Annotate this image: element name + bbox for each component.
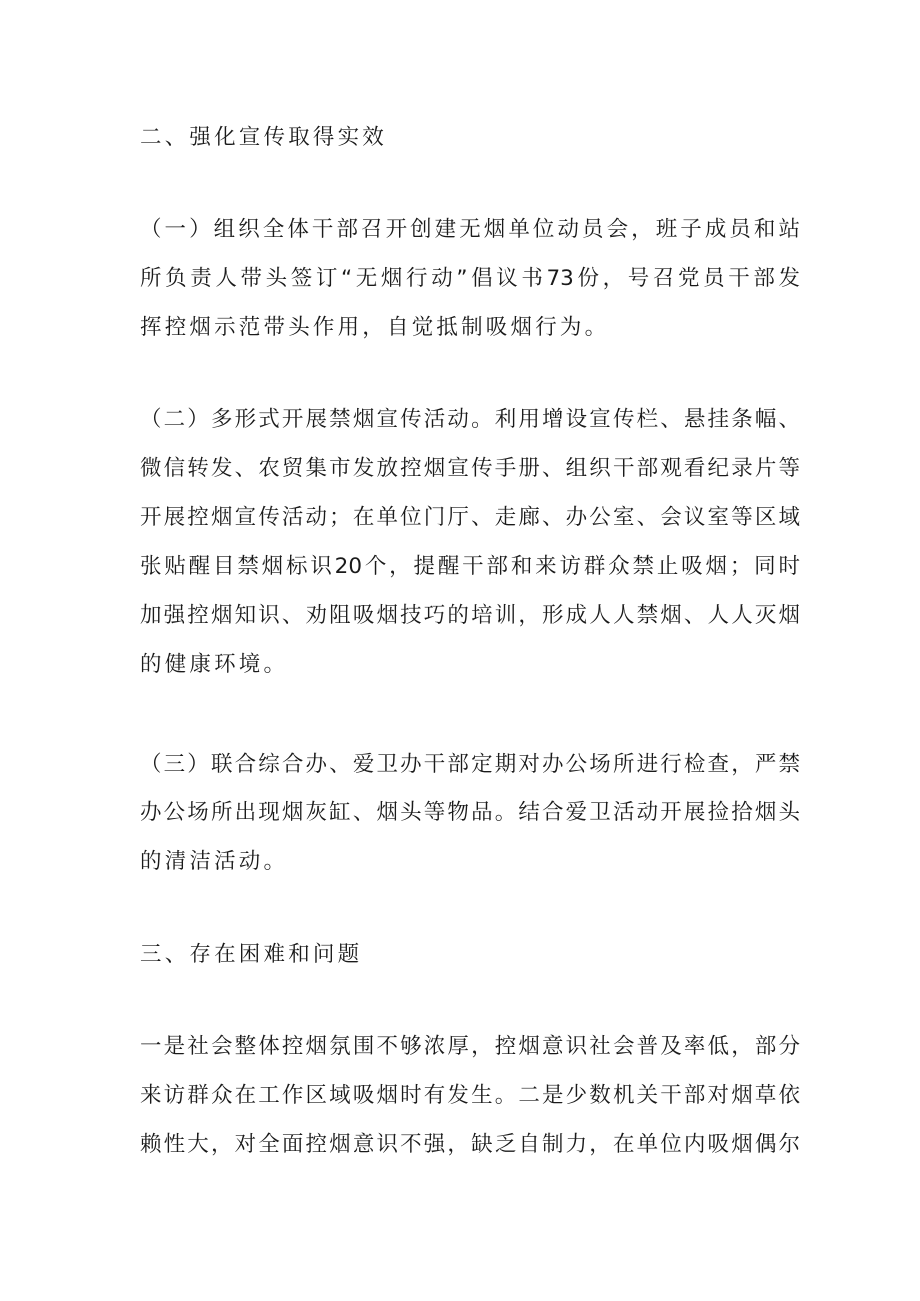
paragraph-3-line-2: 办公场所出现烟灰缸、烟头等物品。结合爱卫活动开展捡拾烟头 — [140, 800, 800, 825]
paragraph-4-line-1: 一是社会整体控烟氛围不够浓厚，控烟意识社会普及率低，部分 — [140, 1034, 800, 1059]
paragraph-2-line-2: 微信转发、农贸集市发放控烟宣传手册、组织干部观看纪录片等 — [140, 456, 800, 481]
paragraph-2-line-4: 张贴醒目禁烟标识20个，提醒干部和来访群众禁止吸烟；同时 — [140, 554, 800, 579]
section-heading-3: 三、存在困难和问题 — [140, 942, 363, 967]
paragraph-2-line-1: （二）多形式开展禁烟宣传活动。利用增设宣传栏、悬挂条幅、 — [140, 407, 800, 432]
paragraph-3-line-1: （三）联合综合办、爱卫办干部定期对办公场所进行检查，严禁 — [140, 752, 800, 777]
section-heading-2: 二、强化宣传取得实效 — [140, 125, 388, 150]
paragraph-1-line-1: （一）组织全体干部召开创建无烟单位动员会，班子成员和站 — [140, 217, 800, 242]
paragraph-4-line-2: 来访群众在工作区域吸烟时有发生。二是少数机关干部对烟草依 — [140, 1083, 800, 1108]
paragraph-1-line-2: 所负责人带头签订“无烟行动”倡议书73份，号召党员干部发 — [140, 266, 800, 291]
paragraph-3-line-3: 的清洁活动。 — [140, 849, 289, 874]
paragraph-1-line-3: 挥控烟示范带头作用，自觉抵制吸烟行为。 — [140, 315, 610, 340]
paragraph-2-line-5: 加强控烟知识、劝阻吸烟技巧的培训，形成人人禁烟、人人灭烟 — [140, 603, 800, 628]
paragraph-2-line-3: 开展控烟宣传活动；在单位门厅、走廊、办公室、会议室等区域 — [140, 505, 800, 530]
paragraph-4-line-3: 赖性大，对全面控烟意识不强，缺乏自制力，在单位内吸烟偶尔 — [140, 1132, 800, 1157]
paragraph-2-line-6: 的健康环境。 — [140, 652, 289, 677]
